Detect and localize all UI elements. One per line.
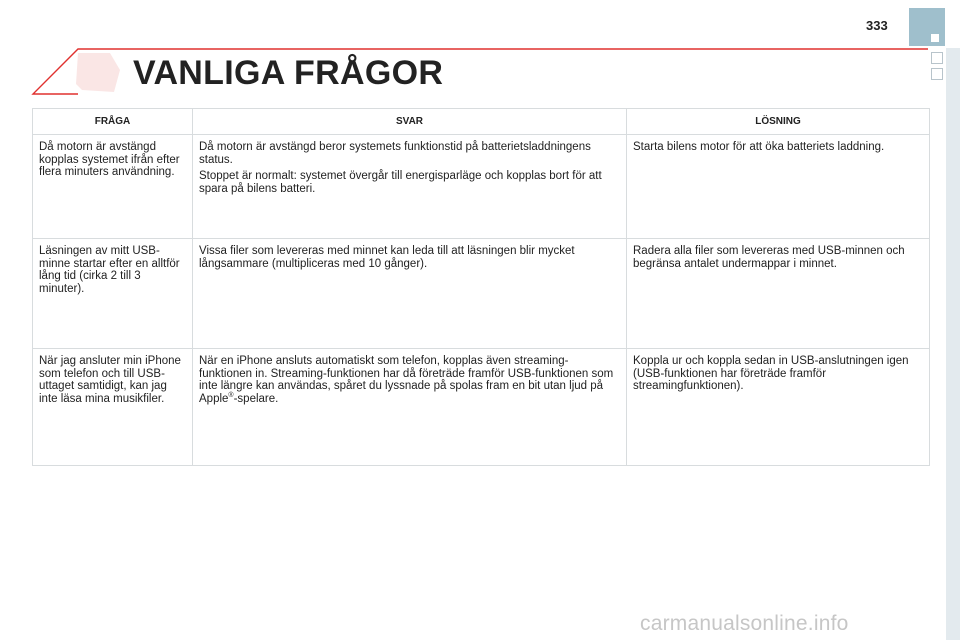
column-header-solution: LÖSNING <box>627 109 930 135</box>
answer-paragraph: Då motorn är avstängd beror systemets funktionstid på batterietsladdningens status. <box>199 141 591 166</box>
solution-cell: Koppla ur och koppla sedan in USB-anslutningen igen (USB-funktionen har företräde framför streamingfunktionen). <box>627 349 930 466</box>
column-header-answer: SVAR <box>193 109 627 135</box>
answer-paragraph: Stoppet är normalt: systemet övergår till energisparläge och kopplas bort för att spara på bilens batteri. <box>199 170 602 195</box>
table-row <box>33 239 930 349</box>
solution-cell: Radera alla filer som levereras med USB-minnen och begränsa antalet undermappar i minnet. <box>627 239 930 349</box>
registered-mark: ® <box>228 391 234 399</box>
column-header-question: FRÅGA <box>33 109 193 135</box>
answer-paragraph: Vissa filer som levereras med minnet kan leda till att läsningen blir mycket långsammare (multipliceras med 10 gånger). <box>199 245 575 270</box>
page-number: 333 <box>866 18 888 33</box>
table-header-row <box>33 109 930 135</box>
table-row <box>33 349 930 466</box>
answer-paragraph <box>199 355 620 405</box>
side-strip <box>946 48 960 640</box>
watermark: carmanualsonline.info <box>640 612 849 635</box>
question-cell: Läsningen av mitt USB-minne startar efter en alltför lång tid (cirka 2 till 3 minuter). <box>33 239 193 349</box>
answer-text-end: -spelare. <box>233 392 279 405</box>
question-cell: Då motorn är avstängd kopplas systemet ifrån efter flera minuters användning. <box>33 135 193 239</box>
faq-table <box>32 108 930 466</box>
answer-cell <box>193 239 627 349</box>
solution-cell: Starta bilens motor för att öka batteriets laddning. <box>627 135 930 239</box>
question-cell: När jag ansluter min iPhone som telefon och till USB-uttaget samtidigt, kan jag inte läsa mina musikfiler. <box>33 349 193 466</box>
margin-checkbox-1 <box>931 52 943 64</box>
answer-cell <box>193 135 627 239</box>
corner-square-icon <box>931 34 939 42</box>
corner-tab <box>909 8 945 46</box>
answer-cell <box>193 349 627 466</box>
page-title: VANLIGA FRÅGOR <box>133 54 444 92</box>
answer-text: När en iPhone ansluts automatiskt som telefon, kopplas även streaming-funktionen in. Streaming-funktionen har då företräde framför USB-funktionen som inte längre kan användas, spåret du lyssnade på spolas fram en bit utan ljud på Apple <box>199 355 614 405</box>
table-row <box>33 135 930 239</box>
margin-checkbox-2 <box>931 68 943 80</box>
